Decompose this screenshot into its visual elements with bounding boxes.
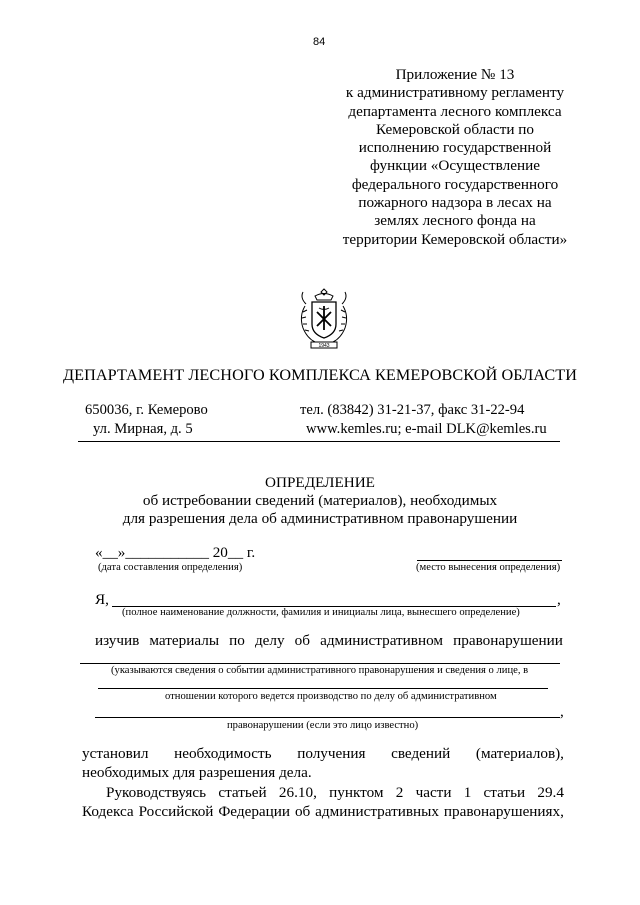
studied-materials-line <box>95 632 563 650</box>
word: пунктом <box>329 784 384 801</box>
crest-ribbon-text: 1943 <box>318 343 330 349</box>
word: (материалов), <box>475 745 564 762</box>
appendix-line: Приложение № 13 <box>395 66 515 83</box>
web-email-line: www.kemles.ru; e-mail DLK@kemles.ru <box>306 421 547 437</box>
address-line-1: 650036, г. Кемерово <box>85 402 208 418</box>
word: изучив <box>95 632 140 649</box>
official-prefix: Я, <box>95 591 109 608</box>
info-caption-1: (указываются сведения о событии административного правонарушения и сведения о лице, в <box>111 665 529 676</box>
address-line-2: ул. Мирная, д. 5 <box>93 421 193 437</box>
phone-fax-line: тел. (83842) 31-21-37, факс 31-22-94 <box>300 402 525 418</box>
coat-of-arms-icon <box>297 286 351 352</box>
place-field[interactable] <box>417 560 562 561</box>
info-field-line-2[interactable] <box>98 688 548 689</box>
word: 2 <box>395 784 404 801</box>
guided-line <box>106 784 564 802</box>
word: материалы <box>149 632 220 649</box>
page-number: 84 <box>313 36 326 48</box>
word: правонарушении <box>453 632 563 649</box>
place-field-caption: (место вынесения определения) <box>416 562 561 573</box>
info-caption-3: правонарушении (если это лицо известно) <box>227 720 419 731</box>
word: административных <box>315 803 439 820</box>
department-title: ДЕПАРТАМЕНТ ЛЕСНОГО КОМПЛЕКСА КЕМЕРОВСКОЙ ОБЛАСТИ <box>62 366 578 384</box>
appendix-line: пожарного надзора в лесах на <box>358 194 552 212</box>
document-title: ОПРЕДЕЛЕНИЕ <box>265 474 375 491</box>
word: части <box>415 784 452 801</box>
document-subtitle-2: для разрешения дела об административном правонарушении <box>122 510 518 527</box>
appendix-block <box>320 66 590 249</box>
info-field-line-1[interactable] <box>80 663 560 664</box>
code-line <box>82 803 564 821</box>
official-field-caption: (полное наименование должности, фамилия и инициалы лица, вынесшего определение) <box>122 607 520 618</box>
appendix-line: землях лесного фонда на <box>374 212 536 230</box>
word: необходимость <box>174 745 272 762</box>
date-field[interactable]: «__»___________ 20__ г. <box>95 544 256 561</box>
word: статьей <box>218 784 267 801</box>
appendix-line: функции «Осуществление <box>370 157 540 175</box>
appendix-line: федерального государственного <box>351 175 559 193</box>
appendix-line: исполнению государственной <box>358 139 552 157</box>
contacts-divider <box>78 441 560 442</box>
appendix-line: к административному регламенту <box>345 84 565 102</box>
word: об <box>294 632 310 649</box>
word: 29.4 <box>537 784 564 801</box>
word: статьи <box>483 784 526 801</box>
word: 1 <box>463 784 472 801</box>
word: об <box>294 803 311 820</box>
word: 26.10, <box>278 784 317 801</box>
word: установил <box>82 745 149 762</box>
word: делу <box>254 632 285 649</box>
date-field-caption: (дата составления определения) <box>98 562 243 573</box>
word: получения <box>297 745 366 762</box>
word: административном <box>320 632 444 649</box>
word: сведений <box>391 745 451 762</box>
word: Российской <box>138 803 214 820</box>
word: правонарушениях, <box>443 803 564 820</box>
word: Кодекса <box>82 803 134 820</box>
document-subtitle-1: об истребовании сведений (материалов), необходимых <box>142 492 498 509</box>
appendix-line: департамента лесного комплекса <box>348 102 562 120</box>
word: Федерации <box>218 803 291 820</box>
info-caption-2: отношении которого ведется производство по делу об административном <box>165 691 497 702</box>
appendix-line: территории Кемеровской области» <box>342 230 568 248</box>
appendix-line: Кемеровской области по <box>375 120 535 138</box>
official-suffix: , <box>557 591 561 608</box>
info-field-line-3[interactable] <box>95 717 560 718</box>
established-line-2: необходимых для разрешения дела. <box>82 764 312 781</box>
word: по <box>229 632 245 649</box>
word: Руководствуясь <box>106 784 207 801</box>
established-line-1 <box>82 745 564 763</box>
info-suffix: , <box>560 703 564 720</box>
